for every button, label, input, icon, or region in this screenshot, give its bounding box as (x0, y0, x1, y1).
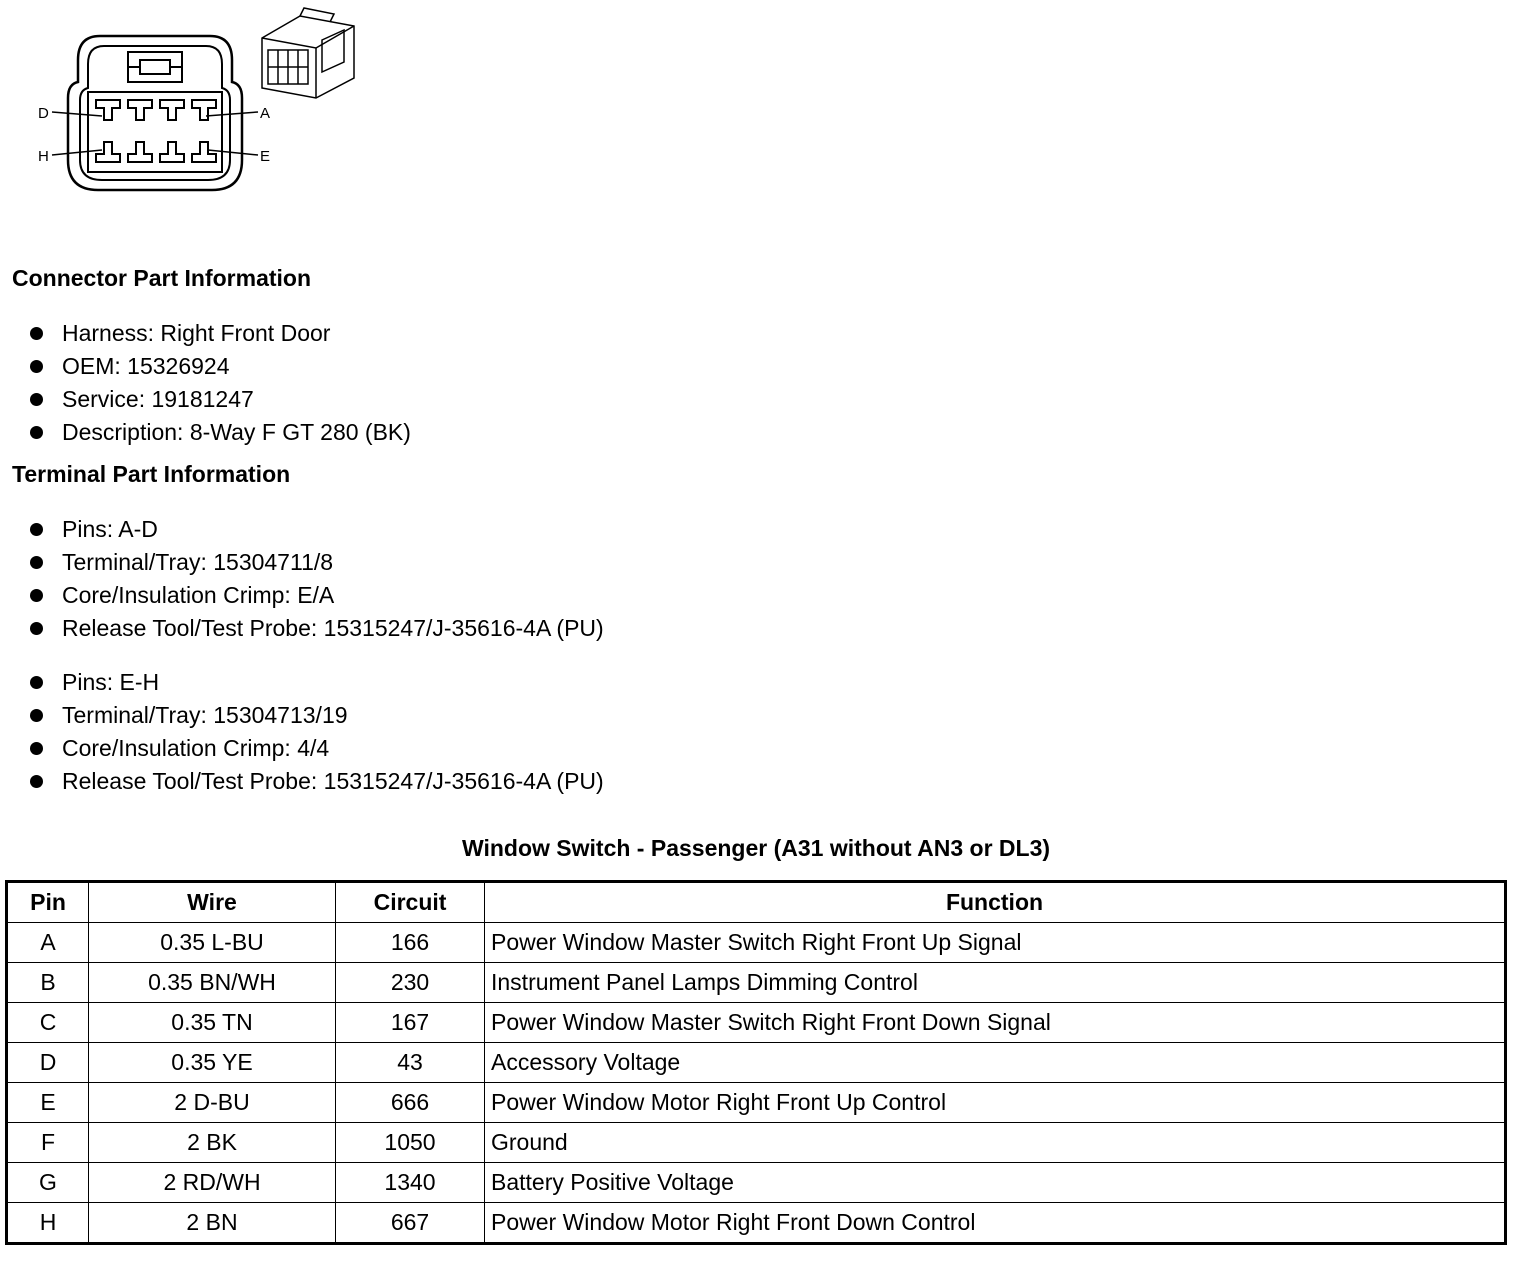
cell-pin: B (7, 963, 89, 1003)
cell-function: Power Window Motor Right Front Up Control (485, 1083, 1506, 1123)
bullet-icon (30, 523, 43, 536)
cell-pin: F (7, 1123, 89, 1163)
cell-wire: 2 BN (89, 1203, 336, 1244)
cell-circuit: 666 (336, 1083, 485, 1123)
bullet-icon (30, 676, 43, 689)
cell-circuit: 667 (336, 1203, 485, 1244)
cell-circuit: 167 (336, 1003, 485, 1043)
cell-circuit: 230 (336, 963, 485, 1003)
terminal-part-list-e-h (28, 666, 604, 798)
cell-pin: A (7, 923, 89, 963)
table-row (7, 1123, 1506, 1163)
bullet-icon (30, 742, 43, 755)
cell-pin: G (7, 1163, 89, 1203)
column-header-function: Function (485, 882, 1506, 923)
cell-function: Power Window Motor Right Front Down Control (485, 1203, 1506, 1244)
bullet-icon (30, 775, 43, 788)
terminal-part-heading: Terminal Part Information (12, 461, 291, 487)
table-row (7, 963, 1506, 1003)
connector-3d-thumbnail (262, 8, 354, 98)
bullet-icon (30, 709, 43, 722)
cell-wire: 0.35 L-BU (89, 923, 336, 963)
list-item: Description: 8-Way F GT 280 (BK) (28, 416, 411, 449)
list-item: Release Tool/Test Probe: 15315247/J-35616-4A (PU) (28, 765, 604, 798)
list-item: Terminal/Tray: 15304713/19 (28, 699, 604, 732)
list-item: Pins: A-D (28, 513, 604, 546)
list-item: Core/Insulation Crimp: 4/4 (28, 732, 604, 765)
cell-circuit: 1050 (336, 1123, 485, 1163)
column-header-circuit: Circuit (336, 882, 485, 923)
bullet-icon (30, 622, 43, 635)
list-item: Service: 19181247 (28, 383, 411, 416)
cell-function: Accessory Voltage (485, 1043, 1506, 1083)
cell-wire: 0.35 YE (89, 1043, 336, 1083)
connector-part-list (28, 317, 411, 449)
cell-pin: E (7, 1083, 89, 1123)
table-header-row (7, 882, 1506, 923)
table-row (7, 923, 1506, 963)
cell-pin: D (7, 1043, 89, 1083)
connector-part-heading: Connector Part Information (12, 265, 312, 291)
bullet-icon (30, 556, 43, 569)
cell-circuit: 43 (336, 1043, 485, 1083)
pinout-table (5, 880, 1507, 1245)
connector-face-diagram (0, 0, 380, 210)
cell-function: Battery Positive Voltage (485, 1163, 1506, 1203)
list-item: Core/Insulation Crimp: E/A (28, 579, 604, 612)
table-row (7, 1163, 1506, 1203)
list-item: Pins: E-H (28, 666, 604, 699)
cell-pin: H (7, 1203, 89, 1244)
table-row (7, 1203, 1506, 1244)
list-item: Harness: Right Front Door (28, 317, 411, 350)
bullet-icon (30, 589, 43, 602)
bullet-icon (30, 327, 43, 340)
table-row (7, 1003, 1506, 1043)
pin-label-h: H (38, 148, 49, 165)
cell-function: Power Window Master Switch Right Front Up Signal (485, 923, 1506, 963)
pinout-table-title: Window Switch - Passenger (A31 without AN3 or DL3) (461, 835, 1051, 861)
cell-circuit: 1340 (336, 1163, 485, 1203)
table-row (7, 1043, 1506, 1083)
column-header-wire: Wire (89, 882, 336, 923)
cell-circuit: 166 (336, 923, 485, 963)
pin-label-a: A (260, 105, 271, 122)
cell-wire: 2 BK (89, 1123, 336, 1163)
terminal-part-list-a-d (28, 513, 604, 645)
cell-function: Ground (485, 1123, 1506, 1163)
pin-label-d: D (38, 105, 49, 122)
pin-label-e: E (260, 148, 271, 165)
list-item: Terminal/Tray: 15304711/8 (28, 546, 604, 579)
cell-wire: 2 RD/WH (89, 1163, 336, 1203)
bullet-icon (30, 426, 43, 439)
cell-wire: 0.35 BN/WH (89, 963, 336, 1003)
cell-wire: 0.35 TN (89, 1003, 336, 1043)
bullet-icon (30, 393, 43, 406)
cell-wire: 2 D-BU (89, 1083, 336, 1123)
list-item: OEM: 15326924 (28, 350, 411, 383)
column-header-pin: Pin (7, 882, 89, 923)
list-item: Release Tool/Test Probe: 15315247/J-35616-4A (PU) (28, 612, 604, 645)
bullet-icon (30, 360, 43, 373)
cell-function: Instrument Panel Lamps Dimming Control (485, 963, 1506, 1003)
table-row (7, 1083, 1506, 1123)
cell-pin: C (7, 1003, 89, 1043)
cell-function: Power Window Master Switch Right Front Down Signal (485, 1003, 1506, 1043)
